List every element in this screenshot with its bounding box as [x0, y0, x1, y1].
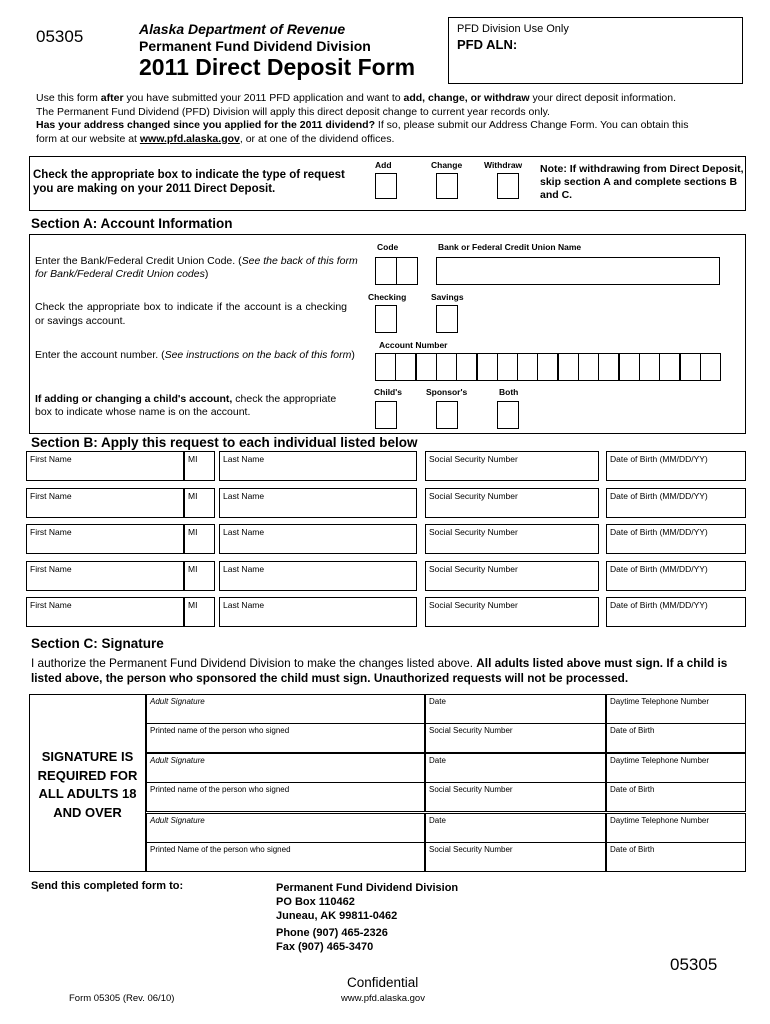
account-number-digit[interactable]	[517, 353, 538, 381]
section-a-title: Section A: Account Information	[31, 216, 233, 231]
bank-name-label: Bank or Federal Credit Union Name	[438, 242, 582, 252]
date-of-birth-field[interactable]: Date of Birth (MM/DD/YY)	[606, 488, 746, 518]
signer-ssn-field[interactable]: Social Security Number	[425, 723, 606, 753]
add-checkbox[interactable]	[375, 173, 397, 199]
account-number-digit[interactable]	[456, 353, 477, 381]
account-number-digit[interactable]	[700, 353, 721, 381]
intro-line-4	[36, 133, 746, 147]
ssn-field[interactable]: Social Security Number	[425, 488, 599, 518]
ssn-field[interactable]: Social Security Number	[425, 597, 599, 627]
code-digit-1[interactable]	[375, 257, 397, 285]
authorization-text	[31, 656, 746, 686]
middle-initial-field[interactable]: MI	[184, 451, 215, 481]
printed-name-field[interactable]: Printed name of the person who signed	[146, 782, 425, 812]
first-name-field[interactable]: First Name	[26, 488, 184, 518]
middle-initial-field[interactable]: MI	[184, 488, 215, 518]
account-number-instruction	[35, 349, 365, 362]
child-account-instruction	[35, 393, 347, 419]
division-name: Permanent Fund Dividend Division	[139, 38, 371, 54]
agency-name: Alaska Department of Revenue	[139, 21, 346, 37]
both-checkbox[interactable]	[497, 401, 519, 429]
signer-dob-field[interactable]: Date of Birth	[606, 723, 746, 753]
add-label: Add	[375, 160, 392, 170]
request-type-box	[29, 156, 746, 211]
section-b-title: Section B: Apply this request to each individual listed below	[31, 435, 418, 450]
last-name-field[interactable]: Last Name	[219, 524, 417, 554]
account-number-digit[interactable]	[558, 353, 579, 381]
account-number-digit[interactable]	[375, 353, 396, 381]
acct-instruction-a: Enter the account number. (	[35, 349, 165, 361]
account-number-digit[interactable]	[477, 353, 498, 381]
withdraw-note: Note: If withdrawing from Direct Deposit, skip section A and complete sections B and C.	[540, 163, 744, 201]
account-number-digit[interactable]	[578, 353, 599, 381]
last-name-field[interactable]: Last Name	[219, 597, 417, 627]
first-name-field[interactable]: First Name	[26, 561, 184, 591]
confidential-label: Confidential	[347, 975, 419, 990]
address-line-3: Juneau, AK 99811-0462	[276, 910, 398, 922]
savings-checkbox[interactable]	[436, 305, 458, 333]
sponsors-label: Sponsor's	[426, 387, 468, 397]
intro-l3-b: If so, please submit our Address Change Form. You can obtain this	[375, 119, 689, 131]
mailing-address	[276, 881, 458, 954]
account-number-digit[interactable]	[619, 353, 640, 381]
intro-l1-c: you have submitted your 2011 PFD application and want to	[123, 92, 404, 104]
intro-l4-a: form at our website at	[36, 132, 140, 145]
date-of-birth-field[interactable]: Date of Birth (MM/DD/YY)	[606, 524, 746, 554]
send-to-label: Send this completed form to:	[31, 880, 184, 892]
childs-label: Child's	[374, 387, 402, 397]
auth-b: All adults listed above must sign. If a child is listed above, the person who sponsored the child must sign. Unauthorized requests will not be processed.	[31, 656, 728, 685]
last-name-field[interactable]: Last Name	[219, 561, 417, 591]
account-number-digit[interactable]	[497, 353, 518, 381]
last-name-field[interactable]: Last Name	[219, 488, 417, 518]
signer-ssn-field[interactable]: Social Security Number	[425, 782, 606, 812]
request-type-instruction: Check the appropriate box to indicate the type of request you are making on your 2011 Direct Deposit.	[33, 169, 345, 195]
intro-text	[36, 92, 746, 146]
daytime-phone-field[interactable]: Daytime Telephone Number	[606, 753, 746, 783]
intro-l1-d: add, change, or withdraw	[403, 92, 530, 104]
intro-l1-b: after	[100, 92, 124, 104]
intro-l3-a: Has your address changed since you applied for the 2011 dividend?	[36, 119, 376, 131]
code-label: Code	[377, 242, 399, 252]
fax-number: Fax (907) 465-3470	[276, 941, 374, 953]
child-instruction-a: If adding or changing a child's account,	[35, 393, 233, 405]
code-digit-2[interactable]	[396, 257, 418, 285]
phone-number: Phone (907) 465-2326	[276, 927, 388, 939]
ssn-field[interactable]: Social Security Number	[425, 524, 599, 554]
printed-name-field[interactable]: Printed Name of the person who signed	[146, 842, 425, 872]
address-line-2: PO Box 110462	[276, 896, 355, 908]
account-number-digit[interactable]	[639, 353, 660, 381]
acct-instruction-c: )	[351, 349, 355, 361]
sponsors-checkbox[interactable]	[436, 401, 458, 429]
account-number-digit[interactable]	[416, 353, 437, 381]
footer-website: www.pfd.alaska.gov	[341, 993, 425, 1004]
account-number-digit[interactable]	[537, 353, 558, 381]
first-name-field[interactable]: First Name	[26, 524, 184, 554]
adult-signature-field[interactable]: Adult Signature	[146, 694, 425, 724]
intro-l1-e: your direct deposit information.	[529, 92, 677, 104]
page-title: 2011 Direct Deposit Form	[139, 54, 416, 80]
signature-date-field[interactable]: Date	[425, 753, 606, 783]
intro-line-1	[36, 92, 746, 106]
last-name-field[interactable]: Last Name	[219, 451, 417, 481]
both-label: Both	[499, 387, 519, 397]
printed-name-field[interactable]: Printed name of the person who signed	[146, 723, 425, 753]
daytime-phone-field[interactable]: Daytime Telephone Number	[606, 813, 746, 843]
division-use-only-label: PFD Division Use Only	[457, 23, 569, 35]
child-instruction-b: check the appropriate box to indicate whose name is on the account.	[35, 393, 337, 418]
intro-l1-a: Use this form	[36, 92, 101, 104]
intro-line-3	[36, 119, 746, 133]
intro-l4-c: , or at one of the dividend offices.	[239, 132, 395, 145]
checking-checkbox[interactable]	[375, 305, 397, 333]
middle-initial-field[interactable]: MI	[184, 597, 215, 627]
adult-signature-field[interactable]: Adult Signature	[146, 753, 425, 783]
date-of-birth-field[interactable]: Date of Birth (MM/DD/YY)	[606, 597, 746, 627]
account-number-label: Account Number	[379, 340, 448, 350]
withdraw-checkbox[interactable]	[497, 173, 519, 199]
account-number-digit[interactable]	[436, 353, 457, 381]
signature-required-text: SIGNATURE IS REQUIRED FOR ALL ADULTS 18 AND OVER	[37, 749, 138, 820]
first-name-field[interactable]: First Name	[26, 451, 184, 481]
division-use-only-box	[448, 17, 743, 84]
pfd-aln-label: PFD ALN:	[457, 37, 518, 52]
date-of-birth-field[interactable]: Date of Birth (MM/DD/YY)	[606, 561, 746, 591]
middle-initial-field[interactable]: MI	[184, 524, 215, 554]
account-number-digit[interactable]	[395, 353, 416, 381]
ssn-field[interactable]: Social Security Number	[425, 561, 599, 591]
change-label: Change	[431, 160, 463, 170]
signer-ssn-field[interactable]: Social Security Number	[425, 842, 606, 872]
form-code-bottom: 05305	[670, 955, 718, 974]
code-instruction-a: Enter the Bank/Federal Credit Union Code. (	[35, 255, 242, 267]
signature-required-box	[29, 694, 146, 872]
ssn-field[interactable]: Social Security Number	[425, 451, 599, 481]
code-instruction-b: See the back of this form for Bank/Federal Credit Union codes	[35, 255, 358, 280]
savings-label: Savings	[431, 292, 464, 302]
section-a-box	[29, 234, 746, 434]
code-instruction-c: )	[204, 268, 209, 280]
auth-a: I authorize the Permanent Fund Dividend Division to make the changes listed above.	[31, 656, 477, 670]
first-name-field[interactable]: First Name	[26, 597, 184, 627]
middle-initial-field[interactable]: MI	[184, 561, 215, 591]
acct-instruction-b: See instructions on the back of this form	[164, 349, 352, 361]
form-revision: Form 05305 (Rev. 06/10)	[69, 993, 175, 1004]
adult-signature-field[interactable]: Adult Signature	[146, 813, 425, 843]
daytime-phone-field[interactable]: Daytime Telephone Number	[606, 694, 746, 724]
signer-dob-field[interactable]: Date of Birth	[606, 842, 746, 872]
form-code-top: 05305	[36, 27, 84, 46]
website-link[interactable]: www.pfd.alaska.gov	[139, 132, 240, 145]
childs-checkbox[interactable]	[375, 401, 397, 429]
section-c-title: Section C: Signature	[31, 636, 164, 651]
bank-name-input[interactable]	[436, 257, 720, 285]
signer-dob-field[interactable]: Date of Birth	[606, 782, 746, 812]
intro-line-2: The Permanent Fund Dividend (PFD) Division will apply this direct deposit change to current year records only.	[36, 105, 550, 118]
account-number-digit[interactable]	[680, 353, 701, 381]
checking-label: Checking	[368, 292, 407, 302]
signature-date-field[interactable]: Date	[425, 813, 606, 843]
date-of-birth-field[interactable]: Date of Birth (MM/DD/YY)	[606, 451, 746, 481]
account-type-instruction: Check the appropriate box to indicate if the account is a checking or savings account.	[35, 301, 347, 327]
address-line-1: Permanent Fund Dividend Division	[276, 882, 459, 894]
signature-date-field[interactable]: Date	[425, 694, 606, 724]
account-number-digit[interactable]	[598, 353, 619, 381]
withdraw-label: Withdraw	[484, 160, 523, 170]
change-checkbox[interactable]	[436, 173, 458, 199]
account-number-digit[interactable]	[659, 353, 680, 381]
code-instruction	[35, 255, 365, 281]
